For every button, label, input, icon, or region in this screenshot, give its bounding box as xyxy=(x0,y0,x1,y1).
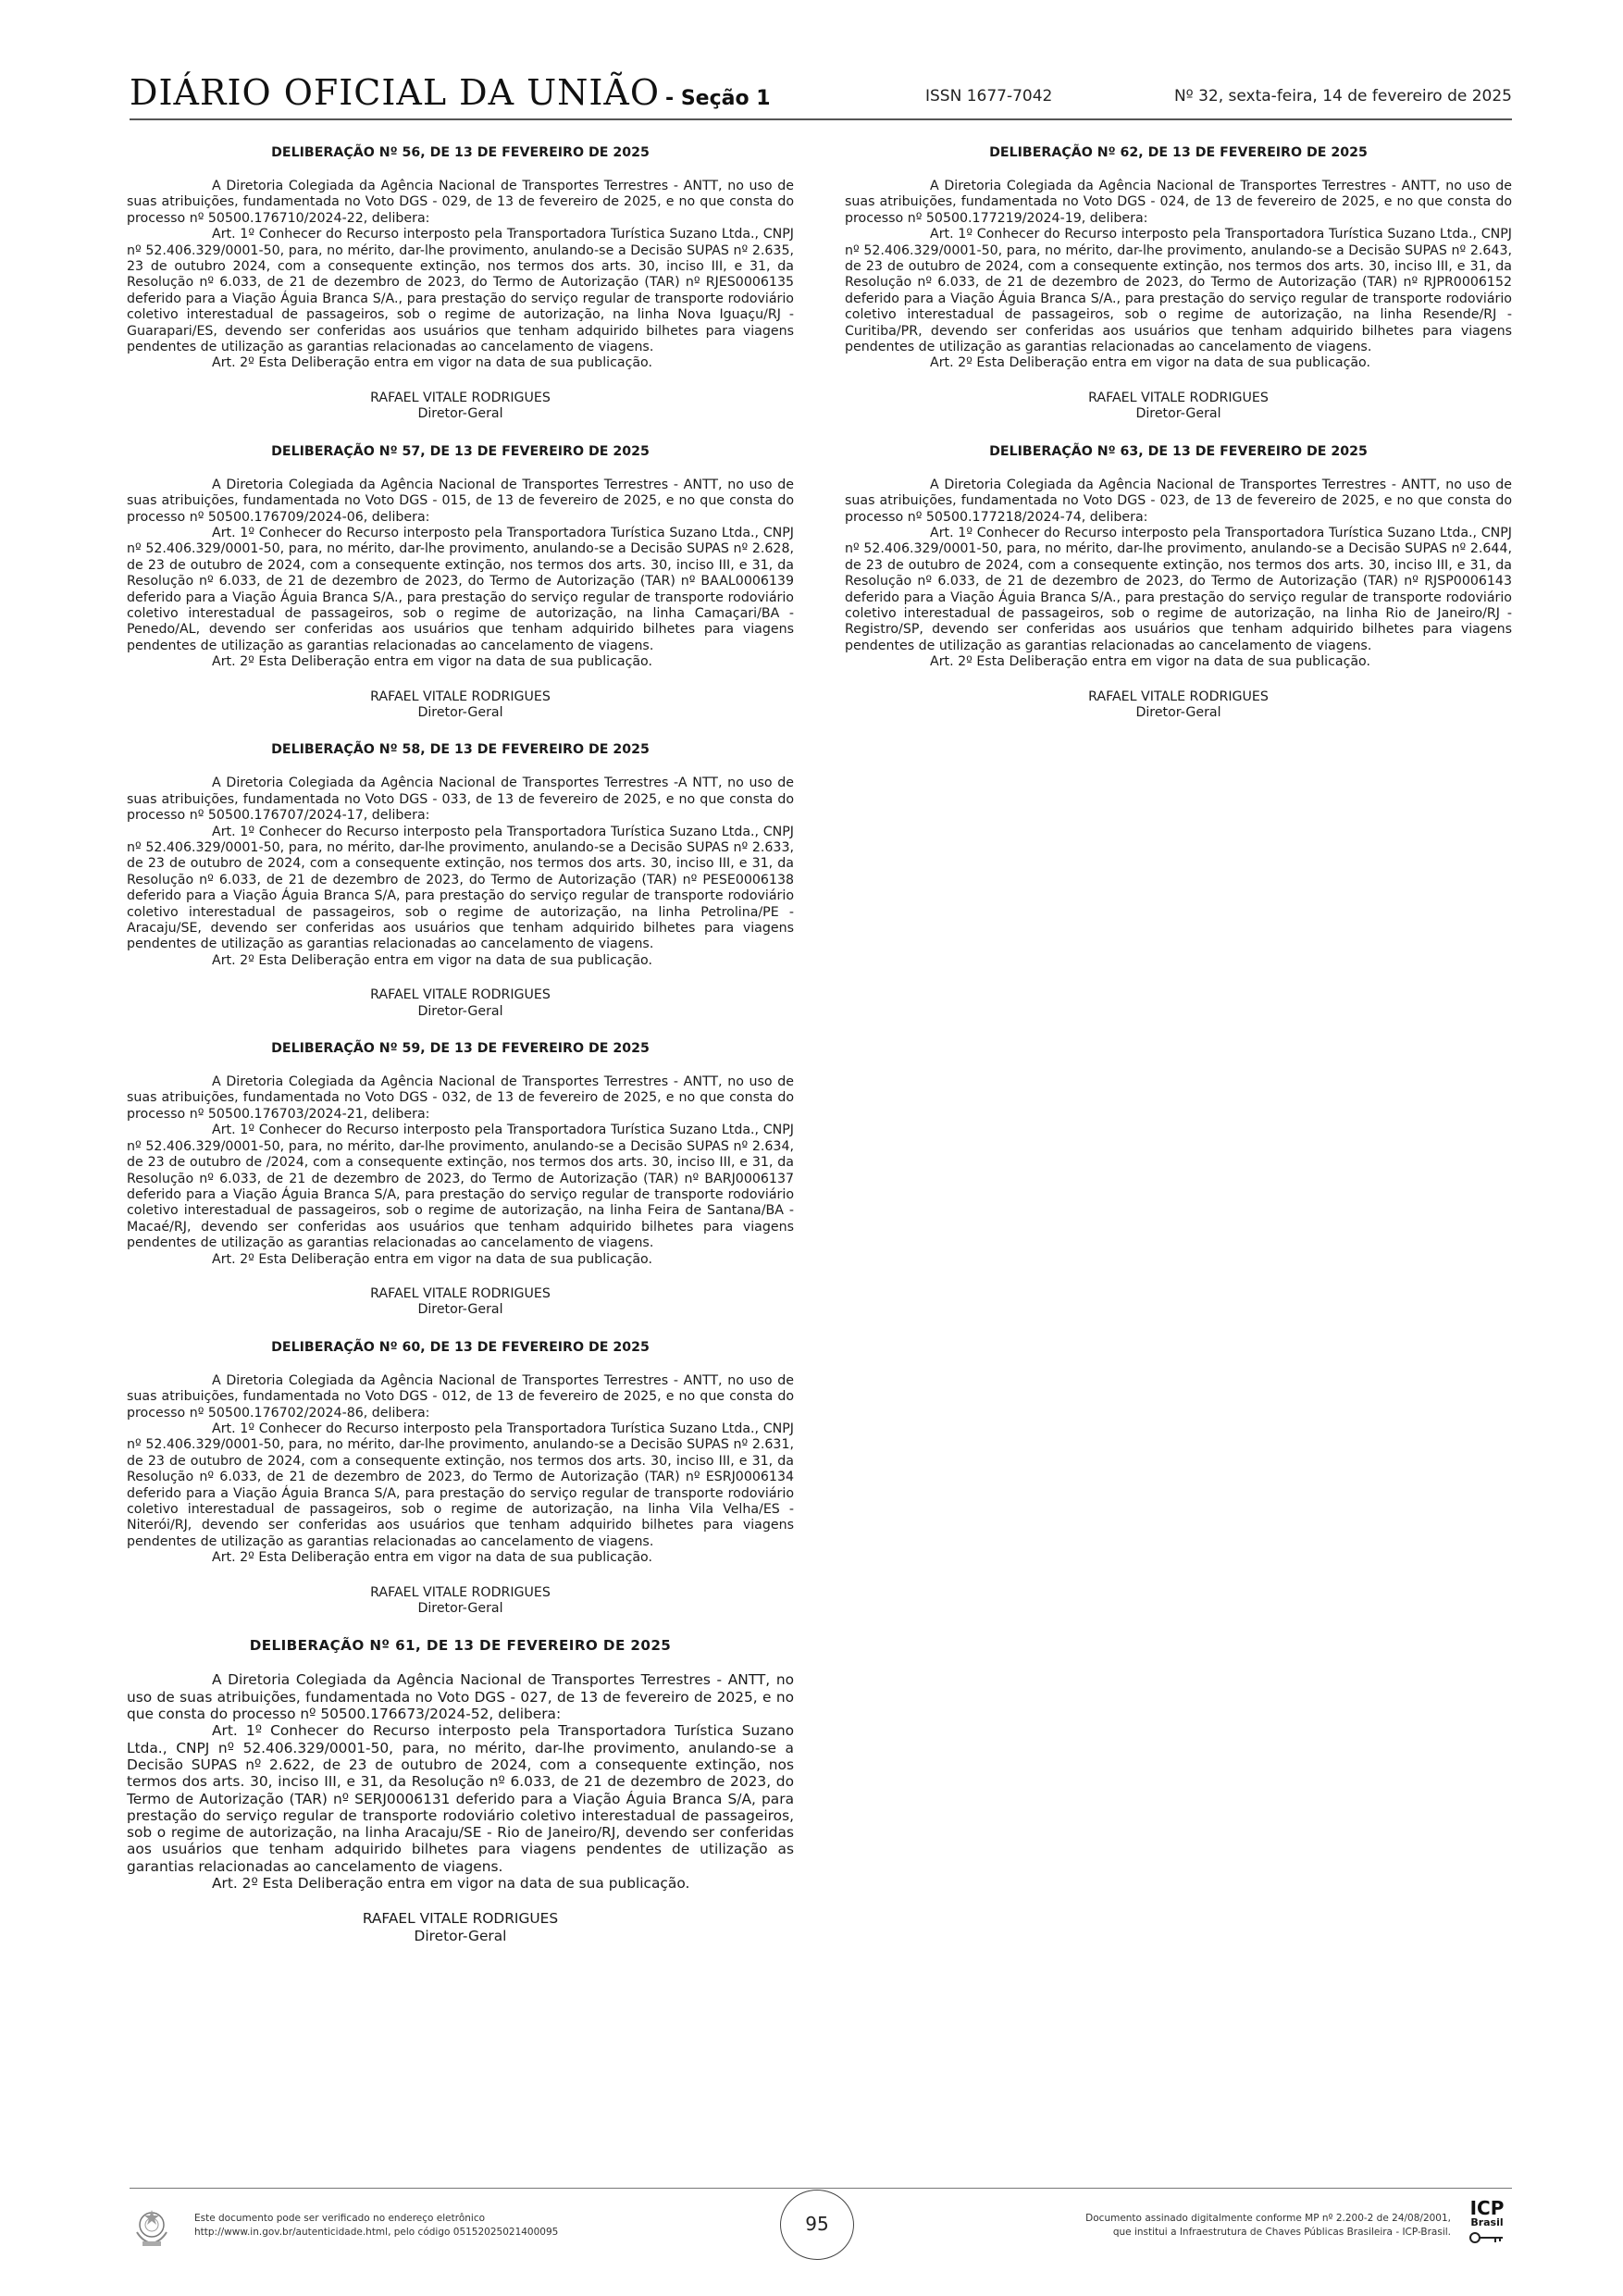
left-column xyxy=(127,144,794,1965)
deliberation-paragraph: A Diretoria Colegiada da Agência Nacional de Transportes Terrestres - ANTT, no uso de suas atribuições, fundamentada no Voto DGS - 012, de 13 de fevereiro de 2025, e no que consta do processo nº 50500.176702/2024-86, delibera: xyxy=(127,1372,794,1421)
deliberation-body xyxy=(127,1671,794,1892)
deliberation-title: DELIBERAÇÃO Nº 60, DE 13 DE FEVEREIRO DE 2025 xyxy=(271,1339,650,1355)
deliberation-block xyxy=(127,1339,794,1618)
deliberation-block xyxy=(845,443,1512,722)
signer-role: Diretor-Geral xyxy=(417,1003,503,1019)
national-coat-of-arms-icon xyxy=(130,2204,174,2249)
deliberation-body xyxy=(127,1373,794,1567)
deliberation-title: DELIBERAÇÃO Nº 59, DE 13 DE FEVEREIRO DE 2025 xyxy=(271,1041,650,1057)
deliberation-block xyxy=(127,443,794,722)
signer-role: Diretor-Geral xyxy=(1135,704,1221,720)
signature-block xyxy=(845,391,1512,423)
verification-link[interactable]: http://www.in.gov.br/autenticidade.html, pelo código 05152025021400095 xyxy=(194,2227,559,2238)
deliberation-body xyxy=(127,179,794,372)
deliberation-body xyxy=(127,478,794,671)
signer-name: RAFAEL VITALE RODRIGUES xyxy=(370,689,551,704)
signature-block xyxy=(127,1585,794,1618)
signer-name: RAFAEL VITALE RODRIGUES xyxy=(370,1584,551,1600)
signer-role: Diretor-Geral xyxy=(417,704,503,720)
deliberation-title: DELIBERAÇÃO Nº 63, DE 13 DE FEVEREIRO DE 2025 xyxy=(989,443,1368,459)
signature-text-line-1: Documento assinado digitalmente conforme MP nº 2.200-2 de 24/08/2001, xyxy=(1085,2213,1451,2224)
deliberation-paragraph: Art. 1º Conhecer do Recurso interposto pela Transportadora Turística Suzano Ltda., CNPJ nº 52.406.329/0001-50, para, no mérito, dar-lhe provimento, anulando-se a Decisão SUPAS nº 2.644, de 23 de outubro de 2024, com a consequente extinção, nos termos dos arts. 30, inciso III, e 31, da Resolução nº 6.033, de 21 de dezembro de 2023, do Termo de Autorização (TAR) nº RJSP0006143 deferido para a Viação Águia Branca S/A., para prestação do serviço regular de transporte rodoviário coletivo interestadual de passageiros, sob o regime de autorização, na linha Rio de Janeiro/RJ - Registro/SP, devendo ser conferidas aos usuários que tenham adquirido bilhetes para viagens pendentes de utilização as garantias relacionadas ao cancelamento de viagens. xyxy=(845,525,1512,653)
deliberation-body xyxy=(845,478,1512,671)
deliberation-paragraph: Art. 2º Esta Deliberação entra em vigor na data de sua publicação. xyxy=(930,355,1371,371)
deliberation-body xyxy=(127,1074,794,1268)
signer-name: RAFAEL VITALE RODRIGUES xyxy=(370,987,551,1003)
page-number-badge xyxy=(780,2190,854,2260)
deliberation-title: DELIBERAÇÃO Nº 62, DE 13 DE FEVEREIRO DE 2025 xyxy=(989,145,1368,160)
deliberation-title: DELIBERAÇÃO Nº 61, DE 13 DE FEVEREIRO DE 2025 xyxy=(249,1637,672,1655)
right-column xyxy=(845,144,1512,741)
signer-name: RAFAEL VITALE RODRIGUES xyxy=(370,1285,551,1301)
publication-title: DIÁRIO OFICIAL DA UNIÃO - Seção 1 xyxy=(130,72,771,113)
signer-role: Diretor-Geral xyxy=(1135,406,1221,422)
deliberation-paragraph: Art. 2º Esta Deliberação entra em vigor na data de sua publicação. xyxy=(212,952,653,968)
icp-logo-subtext: Brasil xyxy=(1470,2216,1504,2228)
footer-divider xyxy=(130,2188,1512,2189)
signer-name: RAFAEL VITALE RODRIGUES xyxy=(370,390,551,405)
deliberation-paragraph: Art. 2º Esta Deliberação entra em vigor na data de sua publicação. xyxy=(930,654,1371,670)
deliberation-paragraph: A Diretoria Colegiada da Agência Nacional de Transportes Terrestres -A NTT, no uso de suas atribuições, fundamentada no Voto DGS - 033, de 13 de fevereiro de 2025, e no que consta do processo nº 50500.176707/2024-17, delibera: xyxy=(127,776,794,824)
deliberation-paragraph: A Diretoria Colegiada da Agência Nacional de Transportes Terrestres - ANTT, no uso de suas atribuições, fundamentada no Voto DGS - 029, de 13 de fevereiro de 2025, e no que consta do processo nº 50500.176710/2024-22, delibera: xyxy=(127,179,794,226)
section-label: - Seção 1 xyxy=(665,87,771,110)
signer-role: Diretor-Geral xyxy=(417,1601,503,1617)
header-divider xyxy=(130,118,1512,120)
deliberation-paragraph: A Diretoria Colegiada da Agência Nacional de Transportes Terrestres - ANTT, no uso de suas atribuições, fundamentada no Voto DGS - 024, de 13 de fevereiro de 2025, e no que consta do processo nº 50500.177219/2024-19, delibera: xyxy=(845,179,1512,226)
deliberation-paragraph: A Diretoria Colegiada da Agência Nacional de Transportes Terrestres - ANTT, no uso de suas atribuições, fundamentada no Voto DGS - 032, de 13 de fevereiro de 2025, e no que consta do processo nº 50500.176703/2024-21, delibera: xyxy=(127,1074,794,1122)
signature-block xyxy=(127,1286,794,1319)
issue-date-label: Nº 32, sexta-feira, 14 de fevereiro de 2025 xyxy=(1173,87,1512,105)
icp-brasil-logo xyxy=(1462,2199,1512,2254)
deliberation-paragraph: A Diretoria Colegiada da Agência Nacional de Transportes Terrestres - ANTT, no uso de suas atribuições, fundamentada no Voto DGS - 023, de 13 de fevereiro de 2025, e no que consta do processo nº 50500.177218/2024-74, delibera: xyxy=(845,477,1512,525)
signer-role: Diretor-Geral xyxy=(414,1927,507,1944)
signature-block xyxy=(127,987,794,1020)
deliberation-body xyxy=(845,179,1512,372)
deliberation-paragraph: Art. 2º Esta Deliberação entra em vigor na data de sua publicação. xyxy=(212,654,653,670)
digital-signature-notice xyxy=(1085,2212,1451,2240)
icp-logo-text: ICP xyxy=(1469,2197,1505,2219)
signer-name: RAFAEL VITALE RODRIGUES xyxy=(1088,689,1269,704)
signer-role: Diretor-Geral xyxy=(417,406,503,422)
deliberation-paragraph: Art. 2º Esta Deliberação entra em vigor na data de sua publicação. xyxy=(212,1550,653,1566)
signature-block xyxy=(845,689,1512,722)
deliberation-paragraph: A Diretoria Colegiada da Agência Nacional de Transportes Terrestres - ANTT, no uso de suas atribuições, fundamentada no Voto DGS - 027, de 13 de fevereiro de 2025, e no que consta do processo nº 50500.176673/2024-52, delibera: xyxy=(127,1671,794,1723)
deliberation-paragraph: A Diretoria Colegiada da Agência Nacional de Transportes Terrestres - ANTT, no uso de suas atribuições, fundamentada no Voto DGS - 015, de 13 de fevereiro de 2025, e no que consta do processo nº 50500.176709/2024-06, delibera: xyxy=(127,477,794,525)
signer-name: RAFAEL VITALE RODRIGUES xyxy=(362,1910,559,1928)
deliberation-body xyxy=(127,776,794,969)
issn-label: ISSN 1677-7042 xyxy=(925,87,1053,105)
deliberation-paragraph: Art. 2º Esta Deliberação entra em vigor na data de sua publicação. xyxy=(212,1875,690,1892)
deliberation-paragraph: Art. 2º Esta Deliberação entra em vigor na data de sua publicação. xyxy=(212,1251,653,1267)
deliberation-paragraph: Art. 1º Conhecer do Recurso interposto pela Transportadora Turística Suzano Ltda., CNPJ nº 52.406.329/0001-50, para, no mérito, dar-lhe provimento, anulando-se a Decisão SUPAS nº 2.633, de 23 de outubro de 2024, com a consequente extinção, nos termos dos arts. 30, inciso III, e 31, da Resolução nº 6.033, de 21 de dezembro de 2023, do Termo de Autorização (TAR) nº PESE0006138 deferido para a Viação Águia Branca S/A, para prestação do serviço regular de transporte rodoviário coletivo interestadual de passageiros, sob o regime de autorização, na linha Petrolina/PE - Aracaju/SE, devendo ser conferidas aos usuários que tenham adquirido bilhetes para viagens pendentes de utilização as garantias relacionadas ao cancelamento de viagens. xyxy=(127,824,794,952)
signer-role: Diretor-Geral xyxy=(417,1302,503,1318)
deliberation-paragraph: Art. 1º Conhecer do Recurso interposto pela Transportadora Turística Suzano Ltda., CNPJ nº 52.406.329/0001-50, para, no mérito, dar-lhe provimento, anulando-se a Decisão SUPAS nº 2.631, de 23 de outubro de 2024, com a consequente extinção, nos termos dos arts. 30, inciso III, e 31, da Resolução nº 6.033, de 21 de dezembro de 2023, do Termo de Autorização (TAR) nº ESRJ0006134 deferido para a Viação Águia Branca S/A, para prestação do serviço regular de transporte rodoviário coletivo interestadual de passageiros, sob o regime de autorização, na linha Vila Velha/ES - Niterói/RJ, devendo ser conferidas aos usuários que tenham adquirido bilhetes para viagens pendentes de utilização as garantias relacionadas ao cancelamento de viagens. xyxy=(127,1421,794,1549)
deliberation-paragraph: Art. 1º Conhecer do Recurso interposto pela Transportadora Turística Suzano Ltda., CNPJ nº 52.406.329/0001-50, para, no mérito, dar-lhe provimento, anulando-se a Decisão SUPAS nº 2.622, de 23 de outubro de 2024, com a consequente extinção, nos termos dos arts. 30, inciso III, e 31, da Resolução nº 6.033, de 21 de dezembro de 2023, do Termo de Autorização (TAR) nº SERJ0006131 deferido para a Viação Águia Branca S/A, para prestação do serviço regular de transporte rodoviário coletivo interestadual de passageiros, sob o regime de autorização, na linha Aracaju/SE - Rio de Janeiro/RJ, devendo ser conferidas aos usuários que tenham adquirido bilhetes para viagens pendentes de utilização as garantias relacionadas ao cancelamento de viagens. xyxy=(127,1722,794,1875)
deliberation-paragraph: Art. 1º Conhecer do Recurso interposto pela Transportadora Turística Suzano Ltda., CNPJ nº 52.406.329/0001-50, para, no mérito, dar-lhe provimento, anulando-se a Decisão SUPAS nº 2.628, de 23 de outubro de 2024, com a consequente extinção, nos termos dos arts. 30, inciso III, e 31, da Resolução nº 6.033, de 21 de dezembro de 2023, do Termo de Autorização (TAR) nº BAAL0006139 deferido para a Viação Águia Branca S/A., para prestação do serviço regular de transporte rodoviário coletivo interestadual de passageiros, sob o regime de autorização, na linha Camaçari/BA - Penedo/AL, devendo ser conferidas aos usuários que tenham adquirido bilhetes para viagens pendentes de utilização as garantias relacionadas ao cancelamento de viagens. xyxy=(127,525,794,653)
deliberation-paragraph: Art. 2º Esta Deliberação entra em vigor na data de sua publicação. xyxy=(212,355,653,371)
page-footer xyxy=(130,2188,1512,2262)
deliberation-title: DELIBERAÇÃO Nº 56, DE 13 DE FEVEREIRO DE 2025 xyxy=(271,145,650,160)
signer-name: RAFAEL VITALE RODRIGUES xyxy=(1088,390,1269,405)
deliberation-title: DELIBERAÇÃO Nº 58, DE 13 DE FEVEREIRO DE 2025 xyxy=(271,742,650,758)
signature-block xyxy=(127,1910,794,1944)
deliberation-paragraph: Art. 1º Conhecer do Recurso interposto pela Transportadora Turística Suzano Ltda., CNPJ nº 52.406.329/0001-50, para, no mérito, dar-lhe provimento, anulando-se a Decisão SUPAS nº 2.635, 23 de outubro 2024, com a consequente extinção, nos termos dos arts. 30, inciso III, e 31, da Resolução nº 6.033, de 21 de dezembro de 2023, do Termo de Autorização (TAR) nº RJES0006135 deferido para a Viação Águia Branca S/A., para prestação do serviço regular de transporte rodoviário coletivo interestadual de passageiros, sob o regime de autorização, na linha Nova Iguaçu/RJ - Guarapari/ES, devendo ser conferidas aos usuários que tenham adquirido bilhetes para viagens pendentes de utilização as garantias relacionadas ao cancelamento de viagens. xyxy=(127,227,794,355)
deliberation-block xyxy=(127,144,794,423)
page-number: 95 xyxy=(805,2213,829,2235)
deliberation-title: DELIBERAÇÃO Nº 57, DE 13 DE FEVEREIRO DE 2025 xyxy=(271,443,650,459)
deliberation-block xyxy=(127,741,794,1020)
verification-text: Este documento pode ser verificado no endereço eletrônico xyxy=(194,2213,486,2224)
signature-text-line-2: que institui a Infraestrutura de Chaves Públicas Brasileira - ICP-Brasil. xyxy=(1112,2227,1451,2238)
deliberation-block xyxy=(127,1040,794,1319)
deliberation-paragraph: Art. 1º Conhecer do Recurso interposto pela Transportadora Turística Suzano Ltda., CNPJ nº 52.406.329/0001-50, para, no mérito, dar-lhe provimento, anulando-se a Decisão SUPAS nº 2.634, de 23 de outubro de /2024, com a consequente extinção, nos termos dos arts. 30, inciso III, e 31, da Resolução nº 6.033, de 21 de dezembro de 2023, do Termo de Autorização (TAR) nº BARJ0006137 deferido para a Viação Águia Branca S/A, para prestação do serviço regular de transporte rodoviário coletivo interestadual de passageiros, sob o regime de autorização, na linha Feira de Santana/BA - Macaé/RJ, devendo ser conferidas aos usuários que tenham adquirido bilhetes para viagens pendentes de utilização as garantias relacionadas ao cancelamento de viagens. xyxy=(127,1123,794,1251)
deliberation-block xyxy=(127,1637,794,1943)
deliberation-paragraph: Art. 1º Conhecer do Recurso interposto pela Transportadora Turística Suzano Ltda., CNPJ nº 52.406.329/0001-50, para, no mérito, dar-lhe provimento, anulando-se a Decisão SUPAS nº 2.643, de 23 de outubro de 2024, com a consequente extinção, nos termos dos arts. 30, inciso III, e 31, da Resolução nº 6.033, de 21 de dezembro de 2023, do Termo de Autorização (TAR) nº RJPR0006152 deferido para a Viação Águia Branca S/A., para prestação do serviço regular de transporte rodoviário coletivo interestadual de passageiros, sob o regime de autorização, na linha Resende/RJ - Curitiba/PR, devendo ser conferidas aos usuários que tenham adquirido bilhetes para viagens pendentes de utilização as garantias relacionadas ao cancelamento de viagens. xyxy=(845,227,1512,355)
key-icon xyxy=(1462,2228,1512,2247)
verification-notice xyxy=(194,2212,558,2240)
signature-block xyxy=(127,391,794,423)
deliberation-block xyxy=(845,144,1512,423)
signature-block xyxy=(127,689,794,722)
